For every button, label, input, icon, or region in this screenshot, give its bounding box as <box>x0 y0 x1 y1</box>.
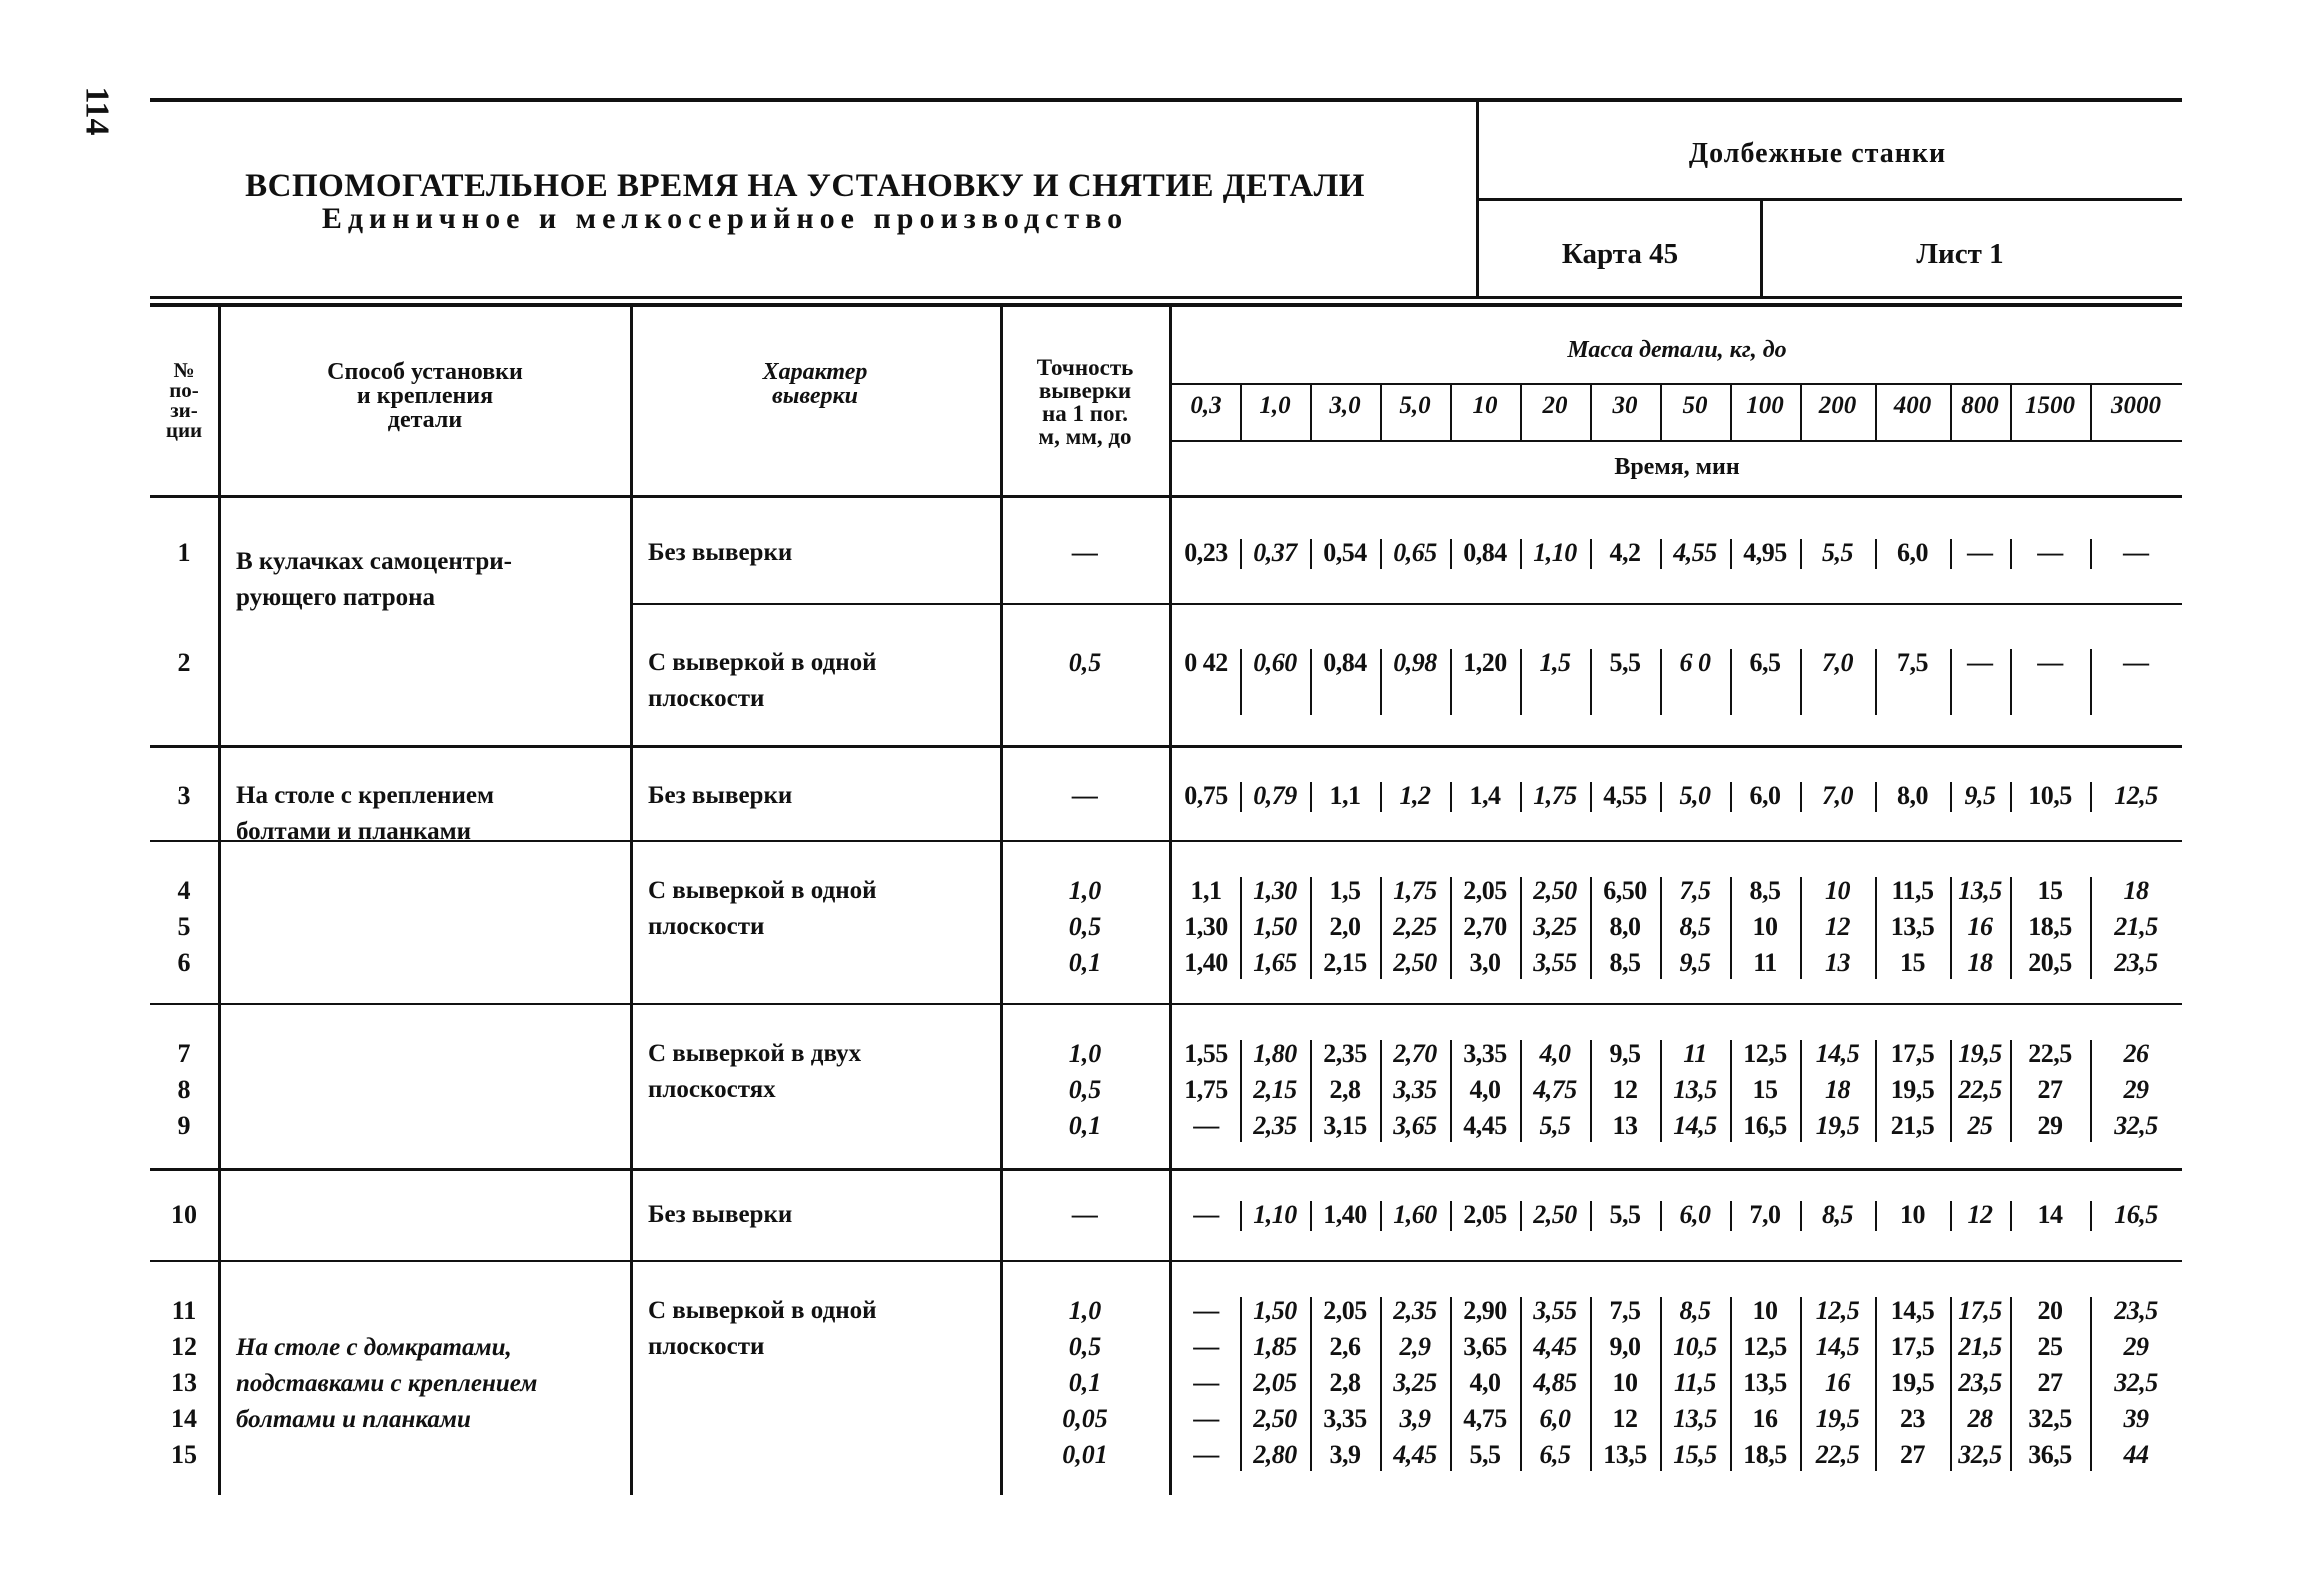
time-cell: 1,75 2,25 2,50 <box>1393 876 1437 977</box>
row-position: 11 12 13 14 15 <box>171 1296 197 1469</box>
cell-divider <box>1800 1297 1802 1471</box>
cell-divider <box>1660 539 1662 569</box>
time-cell: 0,79 <box>1253 781 1297 810</box>
time-cell: 17,5 19,5 21,5 <box>1890 1039 1935 1140</box>
cell-divider <box>1520 1201 1522 1231</box>
time-cell: 8,5 10 11 <box>1749 876 1781 977</box>
time-cell: 12,5 15 16,5 <box>1743 1039 1787 1140</box>
time-cell: 23,5 29 32,5 39 44 <box>2114 1296 2158 1469</box>
cell-divider <box>1310 1297 1312 1471</box>
time-cell: 2,05 2,6 2,8 3,35 3,9 <box>1323 1296 1367 1469</box>
header-method: Способ установки и крепления детали <box>327 359 523 433</box>
cell-divider <box>2010 649 2012 715</box>
cell-divider <box>1520 1297 1522 1471</box>
time-cell: 1,2 <box>1399 781 1431 810</box>
group-method-3: На столе с домкратами, подставками с креплением болтами и планками <box>236 1334 538 1433</box>
cell-divider <box>1660 1297 1662 1471</box>
mass-column-8: 100 <box>1746 392 1784 419</box>
cell-divider <box>2010 1201 2012 1231</box>
cell-divider <box>2090 649 2092 715</box>
row-alignment: С выверкой в одной плоскости <box>648 649 877 712</box>
row-alignment: С выверкой в двух плоскостях <box>648 1040 862 1103</box>
machine-type: Долбежные станки <box>1688 138 1947 169</box>
mass-column-4: 10 <box>1472 392 1498 419</box>
cell-divider <box>2010 782 2012 812</box>
group-method-2: На столе с креплением болтами и планками <box>236 782 494 845</box>
table-header-bottom-rule <box>150 495 2182 498</box>
cell-divider <box>2090 1040 2092 1142</box>
cell-divider <box>1380 649 1382 715</box>
cell-divider <box>1310 649 1312 715</box>
header-mass: Масса детали, кг, до <box>1567 337 1787 363</box>
cell-divider <box>1380 782 1382 812</box>
cell-divider <box>1660 782 1662 812</box>
mass-column-divider <box>1450 385 1452 440</box>
cell-divider <box>1450 1040 1452 1142</box>
cell-divider <box>1875 649 1877 715</box>
time-cell: — <box>2123 538 2149 567</box>
cell-divider <box>1240 649 1242 715</box>
cell-divider <box>1950 1297 1952 1471</box>
row-alignment: Без выверки <box>648 539 793 566</box>
row-accuracy: — <box>1072 538 1098 567</box>
row-sep-1 <box>630 603 2182 605</box>
mass-column-divider <box>1590 385 1592 440</box>
cell-divider <box>1240 1201 1242 1231</box>
cell-divider <box>1240 539 1242 569</box>
cell-divider <box>1800 649 1802 715</box>
row-accuracy: — <box>1072 1200 1098 1229</box>
row-accuracy: 0,5 <box>1068 648 1102 677</box>
col-line-2 <box>630 303 633 1495</box>
time-cell: 2,90 3,65 4,0 4,75 5,5 <box>1463 1296 1507 1469</box>
cell-divider <box>2090 1201 2092 1231</box>
cell-divider <box>1520 539 1522 569</box>
page-subtitle: Единичное и мелкосерийное производство <box>321 202 1129 235</box>
mass-column-divider <box>1950 385 1952 440</box>
time-cell: 9,5 <box>1964 781 1996 810</box>
time-cell: — <box>1967 648 1993 677</box>
mass-column-11: 800 <box>1961 392 1999 419</box>
cell-divider <box>1875 539 1877 569</box>
time-cell: 4,0 4,75 5,5 <box>1533 1039 1577 1140</box>
time-cell: 5,0 <box>1679 781 1711 810</box>
time-cell: 18 21,5 23,5 <box>2114 876 2158 977</box>
row-sep-6 <box>150 1260 2182 1262</box>
time-cell: — <box>2037 538 2063 567</box>
time-cell: 10,5 <box>2028 781 2072 810</box>
mass-column-divider <box>2010 385 2012 440</box>
time-cell: 10 12,5 13,5 16 18,5 <box>1743 1296 1787 1469</box>
group-method-1: В кулачках самоцентри- рующего патрона <box>236 548 512 611</box>
mass-column-3: 5,0 <box>1399 392 1431 419</box>
cell-divider <box>1310 877 1312 979</box>
row-alignment: Без выверки <box>648 782 793 809</box>
col-line-1 <box>218 303 221 1495</box>
time-cell: 26 29 32,5 <box>2114 1039 2158 1140</box>
cell-divider <box>1800 1201 1802 1231</box>
time-cell: 1,75 <box>1533 781 1577 810</box>
row-accuracy: 1,0 0,5 0,1 <box>1068 876 1102 977</box>
time-cell: 16,5 <box>2114 1200 2158 1229</box>
cell-divider <box>1875 877 1877 979</box>
time-cell: 2,35 2,9 3,25 3,9 4,45 <box>1393 1296 1437 1469</box>
header-accuracy: Точность выверки на 1 пог. м, мм, до <box>1036 355 1134 449</box>
time-cell: 1,10 <box>1253 1200 1297 1229</box>
time-cell: 7,0 <box>1822 781 1853 810</box>
page-title: ВСПОМОГАТЕЛЬНОЕ ВРЕМЯ НА УСТАНОВКУ И СНЯТИЕ ДЕТАЛИ <box>245 168 1365 204</box>
time-cell: 1,80 2,15 2,35 <box>1253 1039 1297 1140</box>
time-cell: 0,84 <box>1323 648 1367 677</box>
time-cell: 3,55 4,45 4,85 6,0 6,5 <box>1533 1296 1577 1469</box>
sheet-number: Лист 1 <box>1916 238 2004 270</box>
time-cell: 7,5 8,5 9,5 <box>1679 876 1711 977</box>
time-cell: 1,5 <box>1539 648 1571 677</box>
time-cell: 1,20 <box>1463 648 1507 677</box>
card-number: Карта 45 <box>1561 238 1679 270</box>
row-position: 7 8 9 <box>177 1039 191 1140</box>
cell-divider <box>1800 877 1802 979</box>
cell-divider <box>1450 877 1452 979</box>
cell-divider <box>1380 539 1382 569</box>
cell-divider <box>1380 877 1382 979</box>
row-sep-4 <box>150 1003 2182 1005</box>
mass-column-1: 1,0 <box>1259 392 1291 419</box>
mass-column-7: 50 <box>1682 392 1708 419</box>
cell-divider <box>1590 649 1592 715</box>
time-cell: 1,4 <box>1469 781 1501 810</box>
time-cell: 0,54 <box>1323 538 1367 567</box>
cell-divider <box>1875 1297 1877 1471</box>
time-cell: 20 25 27 32,5 36,5 <box>2028 1296 2072 1469</box>
cell-divider <box>1450 649 1452 715</box>
time-cell: 7,5 <box>1897 648 1928 677</box>
time-cell: 10 12 13 <box>1825 876 1850 977</box>
time-cell: 2,50 <box>1533 1200 1577 1229</box>
cell-divider <box>1590 539 1592 569</box>
time-cell: 4,55 <box>1603 781 1647 810</box>
cell-divider <box>1950 1040 1952 1142</box>
mass-column-divider <box>1240 385 1242 440</box>
time-cell: 0,65 <box>1393 538 1437 567</box>
row-alignment: С выверкой в одной плоскости <box>648 877 877 940</box>
time-cell: 4,55 <box>1673 538 1717 567</box>
group-sep-2 <box>150 1168 2182 1171</box>
row-accuracy: 1,0 0,5 0,1 <box>1068 1039 1102 1140</box>
card-sheet-divider <box>1760 198 1763 298</box>
time-cell: 14,5 17,5 19,5 23 27 <box>1890 1296 1935 1469</box>
cell-divider <box>1450 782 1452 812</box>
time-cell: 0,75 <box>1184 781 1228 810</box>
time-cell: 0,37 <box>1253 538 1297 567</box>
time-cell: 6,0 <box>1897 538 1928 567</box>
row-position: 10 <box>171 1200 197 1229</box>
mass-values-top-rule <box>1172 383 2182 385</box>
row-position: 3 <box>177 781 191 810</box>
header-position: № по- зи- ции <box>165 358 203 442</box>
cell-divider <box>2090 1297 2092 1471</box>
row-position: 1 <box>177 538 191 567</box>
header-alignment: Характер выверки <box>762 359 868 409</box>
table-top-rule <box>150 303 2182 307</box>
time-cell: 7,0 <box>1749 1200 1781 1229</box>
time-cell: 2,05 <box>1463 1200 1507 1229</box>
time-cell: 0,60 <box>1253 648 1297 677</box>
mass-column-13: 3000 <box>2111 392 2161 419</box>
cell-divider <box>1310 539 1312 569</box>
cell-divider <box>1520 1040 1522 1142</box>
time-cell: — <box>1193 1200 1219 1229</box>
time-cell: — <box>1967 538 1993 567</box>
time-cell: 12 <box>1967 1200 1993 1229</box>
cell-divider <box>2090 539 2092 569</box>
time-cell: 7,5 9,0 10 12 13,5 <box>1603 1296 1647 1469</box>
cell-divider <box>1660 649 1662 715</box>
cell-divider <box>1800 539 1802 569</box>
mass-column-divider <box>2090 385 2092 440</box>
time-cell: 1,1 1,30 1,40 <box>1184 876 1228 977</box>
cell-divider <box>1240 1040 1242 1142</box>
time-cell: 6,0 <box>1749 781 1781 810</box>
cell-divider <box>1730 1201 1732 1231</box>
time-cell: 6 0 <box>1679 648 1711 677</box>
time-cell: 15 18,5 20,5 <box>2028 876 2072 977</box>
time-cell: — <box>2037 648 2063 677</box>
time-cell: 1,55 1,75 — <box>1184 1039 1228 1140</box>
cell-divider <box>1950 649 1952 715</box>
row-position: 2 <box>177 648 191 677</box>
time-cell: 6,50 8,0 8,5 <box>1603 876 1647 977</box>
time-cell: 9,5 12 13 <box>1609 1039 1641 1140</box>
cell-divider <box>1590 782 1592 812</box>
row-accuracy: — <box>1072 781 1098 810</box>
time-cell: 11,5 13,5 15 <box>1890 876 1935 977</box>
cell-divider <box>1590 877 1592 979</box>
time-cell: 5,5 <box>1609 1200 1641 1229</box>
time-cell: 4,95 <box>1743 538 1787 567</box>
cell-divider <box>1730 877 1732 979</box>
cell-divider <box>2090 877 2092 979</box>
cell-divider <box>1450 1297 1452 1471</box>
time-cell: 0,98 <box>1393 648 1437 677</box>
time-cell: 2,05 2,70 3,0 <box>1463 876 1507 977</box>
cell-divider <box>1590 1297 1592 1471</box>
mass-column-divider <box>1800 385 1802 440</box>
mass-column-divider <box>1380 385 1382 440</box>
page-number: 114 <box>78 86 116 136</box>
cell-divider <box>1800 782 1802 812</box>
time-cell: 6,0 <box>1679 1200 1711 1229</box>
cell-divider <box>1380 1297 1382 1471</box>
cell-divider <box>1450 1201 1452 1231</box>
cell-divider <box>1950 782 1952 812</box>
time-cell: 5,5 <box>1609 648 1641 677</box>
time-cell: 2,50 3,25 3,55 <box>1533 876 1577 977</box>
cell-divider <box>2010 877 2012 979</box>
time-cell: 1,10 <box>1533 538 1577 567</box>
time-cell: 3,35 4,0 4,45 <box>1463 1039 1507 1140</box>
cell-divider <box>1520 649 1522 715</box>
cell-divider <box>1875 1201 1877 1231</box>
cell-divider <box>1520 782 1522 812</box>
time-cell: 1,40 <box>1323 1200 1367 1229</box>
row-position: 4 5 6 <box>177 876 191 977</box>
time-cell: 1,30 1,50 1,65 <box>1253 876 1297 977</box>
time-cell: 1,60 <box>1393 1200 1437 1229</box>
mass-column-9: 200 <box>1818 392 1857 419</box>
time-cell: 0,23 <box>1184 538 1228 567</box>
time-cell: — <box>2123 648 2149 677</box>
time-cell: 1,5 2,0 2,15 <box>1323 876 1367 977</box>
cell-divider <box>1730 1040 1732 1142</box>
mass-column-5: 20 <box>1542 392 1568 419</box>
cell-divider <box>1450 539 1452 569</box>
time-cell: 14,5 18 19,5 <box>1815 1039 1860 1140</box>
time-cell: 8,5 10,5 11,5 13,5 15,5 <box>1673 1296 1717 1469</box>
time-cell: 13,5 16 18 <box>1958 876 2002 977</box>
top-rule <box>150 98 2182 102</box>
header-bottom-rule <box>150 296 2182 299</box>
cell-divider <box>2010 1040 2012 1142</box>
time-cell: 12,5 14,5 16 19,5 22,5 <box>1815 1296 1860 1469</box>
row-accuracy: 1,0 0,5 0,1 0,05 0,01 <box>1062 1296 1108 1469</box>
time-cell: 1,50 1,85 2,05 2,50 2,80 <box>1253 1296 1297 1469</box>
time-cell: — — — — — <box>1193 1296 1219 1469</box>
cell-divider <box>1310 782 1312 812</box>
col-line-3 <box>1000 303 1003 1495</box>
cell-divider <box>2010 539 2012 569</box>
mass-column-divider <box>1730 385 1732 440</box>
time-cell: 10 <box>1900 1200 1925 1229</box>
time-cell: 0 42 <box>1184 648 1228 677</box>
cell-divider <box>1875 1040 1877 1142</box>
cell-divider <box>1950 1201 1952 1231</box>
cell-divider <box>1240 1297 1242 1471</box>
time-cell: 19,5 22,5 25 <box>1958 1039 2002 1140</box>
time-cell: 11 13,5 14,5 <box>1673 1039 1717 1140</box>
mass-column-2: 3,0 <box>1329 392 1361 419</box>
mass-column-0: 0,3 <box>1190 392 1222 419</box>
row-alignment: Без выверки <box>648 1201 793 1228</box>
cell-divider <box>1730 1297 1732 1471</box>
time-cell: 12,5 <box>2114 781 2158 810</box>
mass-column-6: 30 <box>1612 392 1638 419</box>
cell-divider <box>2090 782 2092 812</box>
mass-column-divider <box>1660 385 1662 440</box>
cell-divider <box>1240 782 1242 812</box>
time-cell: 8,5 <box>1822 1200 1853 1229</box>
cell-divider <box>1950 877 1952 979</box>
mass-column-divider <box>1310 385 1312 440</box>
time-cell: 6,5 <box>1749 648 1781 677</box>
cell-divider <box>1310 1040 1312 1142</box>
cell-divider <box>1660 877 1662 979</box>
cell-divider <box>1730 539 1732 569</box>
cell-divider <box>1590 1201 1592 1231</box>
mass-column-divider <box>1875 385 1877 440</box>
cell-divider <box>1730 782 1732 812</box>
cell-divider <box>1800 1040 1802 1142</box>
cell-divider <box>1950 539 1952 569</box>
cell-divider <box>1240 877 1242 979</box>
cell-divider <box>2010 1297 2012 1471</box>
mass-column-10: 400 <box>1893 392 1932 419</box>
time-cell: 5,5 <box>1822 538 1853 567</box>
cell-divider <box>1660 1201 1662 1231</box>
header-time: Время, мин <box>1614 454 1740 480</box>
mass-column-12: 1500 <box>2025 392 2075 419</box>
time-cell: 2,35 2,8 3,15 <box>1323 1039 1367 1140</box>
time-cell: 8,0 <box>1897 781 1928 810</box>
mass-column-divider <box>1520 385 1522 440</box>
cell-divider <box>1660 1040 1662 1142</box>
cell-divider <box>1310 1201 1312 1231</box>
time-cell: 2,70 3,35 3,65 <box>1393 1039 1437 1140</box>
time-cell: 4,2 <box>1609 538 1641 567</box>
cell-divider <box>1520 877 1522 979</box>
cell-divider <box>1730 649 1732 715</box>
time-cell: 22,5 27 29 <box>2028 1039 2072 1140</box>
time-cell: 7,0 <box>1822 648 1853 677</box>
time-cell: 17,5 21,5 23,5 28 32,5 <box>1958 1296 2002 1469</box>
cell-divider <box>1875 782 1877 812</box>
mass-values-bottom-rule <box>1172 440 2182 442</box>
group-sep-1 <box>150 745 2182 748</box>
cell-divider <box>1590 1040 1592 1142</box>
cell-divider <box>1380 1201 1382 1231</box>
row-alignment: С выверкой в одной плоскости <box>648 1297 877 1360</box>
time-cell: 0,84 <box>1463 538 1507 567</box>
header-divider-horizontal <box>1476 198 2182 201</box>
cell-divider <box>1380 1040 1382 1142</box>
time-cell: 14 <box>2037 1200 2063 1229</box>
time-cell: 1,1 <box>1329 781 1361 810</box>
